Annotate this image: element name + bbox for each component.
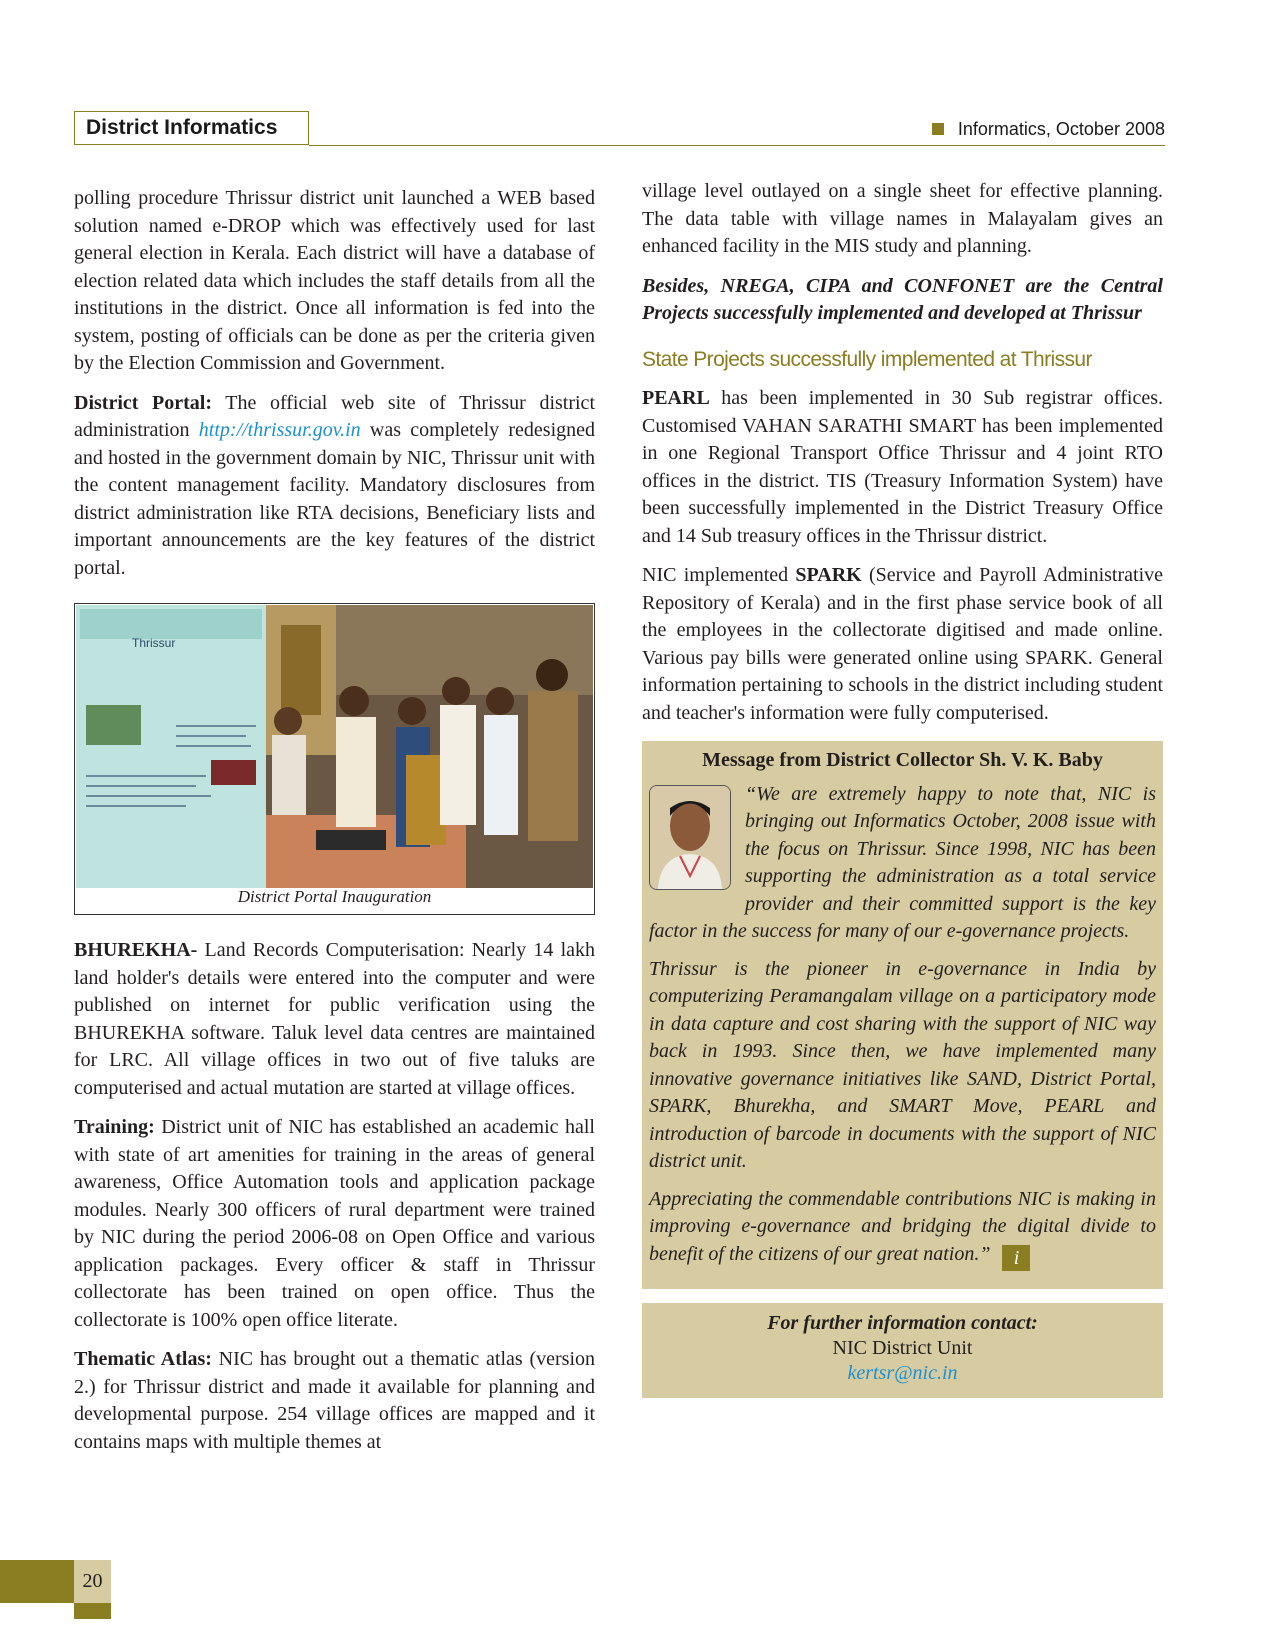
message-title: Message from District Collector Sh. V. K. Baby <box>702 749 1103 771</box>
portal-text-a: The official web site of Thrissur district administration <box>74 391 595 441</box>
training-text: District unit of NIC has established an academic hall with state of art amenities for training in the areas of general awareness, Office Automation tools and application package modules. Nearly 300 officers of rural department were trained by NIC during the period 2006-08 on Open Office and various application packages. Every officer & staff in Thrissur collectorate has been trained on open office. Thus the collectorate is 100% open office literate. <box>74 1116 595 1331</box>
contact-email[interactable]: kertsr@nic.in <box>847 1361 958 1384</box>
state-projects-heading: State Projects successfully implemented at Thrissur <box>642 347 1092 371</box>
atlas-continued-paragraph: village level outlayed on a single sheet for effective planning. The data table with village names in Malayalam gives an enhanced facility in the MIS study and planning. <box>642 180 1163 257</box>
header-rule <box>309 145 1165 146</box>
bhurekha-text: Land Records Computerisation: Nearly 14 lakh land holder's details were entered into the computer and were published on internet for public verification using the BHUREKHA software. Taluk level data centres are maintained for LRC. All village offices in two out of five taluks are computerised and actual mutation are started at village offices. <box>74 939 595 1099</box>
footer-block <box>0 1560 74 1603</box>
atlas-paragraph <box>74 1346 595 1456</box>
election-paragraph: polling procedure Thrissur district unit launched a WEB based solution named e-DROP which was effectively used for last general election in Kerala. Each district will have a database of election related data which includes the staff details from all the institutions in the district. Once all information is fed into the system, posting of officials can be done as per the criteria given by the Election Commission and Government. <box>74 187 595 374</box>
footer-block-small <box>74 1603 111 1619</box>
collector-message-box <box>642 741 1163 1289</box>
spark-text-b: (Service and Payroll Administrative Repository of Kerala) and in the first phase service book of all the employees in the collectorate digitised and made online. Various pay bills were generated online using SPARK. General information pertaining to schools in the district including student and teacher's information were fully computerised. <box>642 564 1163 724</box>
screen-title: Thrissur <box>132 636 176 650</box>
message-paragraph-1: “We are extremely happy to note that, NIC is bringing out Informatics October, 2008 issue with the focus on Thrissur. Since 1998, NIC has been supporting the administration as a total service provider and their committed support is the key factor in the success for many of our e-governance projects. <box>649 782 1156 942</box>
portrait-illustration <box>650 786 730 889</box>
contact-box <box>642 1303 1163 1398</box>
photo-illustration <box>76 605 593 888</box>
portal-paragraph <box>74 390 595 583</box>
info-icon: i <box>1002 1245 1030 1271</box>
contact-unit: NIC District Unit <box>832 1336 973 1359</box>
pearl-lead: PEARL <box>642 387 710 409</box>
central-projects-paragraph: Besides, NREGA, CIPA and CONFONET are the Central Projects successfully implemented and developed at Thrissur <box>642 274 1163 324</box>
training-lead: Training: <box>74 1116 155 1138</box>
inauguration-photo <box>76 605 593 888</box>
spark-lead: SPARK <box>795 564 862 586</box>
spark-text-a: NIC implemented <box>642 564 796 586</box>
issue-label <box>932 119 1165 140</box>
portal-photo <box>74 603 595 915</box>
message-paragraph-2: Thrissur is the pioneer in e-governance in India by computerizing Peramangalam village on a participatory mode in data capture and cost sharing with the support of NIC way back in 1993. Since then, we have implemented many innovative governance initiatives like SAND, District Portal, SPARK, Bhurekha, and SMART Move, PEARL and introduction of barcode in documents with the support of NIC district unit. <box>649 957 1156 1172</box>
pearl-text: has been implemented in 30 Sub registrar offices. Customised VAHAN SARATHI SMART has been implemented in one Regional Transport Office Thrissur and 4 joint RTO offices in the district. TIS (Treasury Information System) have been successfully implemented in the District Treasury Office and 14 Sub treasury offices in the Thrissur district. <box>642 387 1163 547</box>
pearl-paragraph <box>642 385 1163 550</box>
contact-title: For further information contact: <box>767 1311 1038 1334</box>
issue-text: Informatics, October 2008 <box>957 119 1165 139</box>
spark-paragraph <box>642 562 1163 727</box>
photo-caption: District Portal Inauguration <box>237 886 432 906</box>
page-number: 20 <box>74 1560 111 1603</box>
training-paragraph <box>74 1114 595 1334</box>
square-icon <box>932 123 944 135</box>
section-title: District Informatics <box>74 111 309 145</box>
atlas-lead: Thematic Atlas: <box>74 1348 212 1370</box>
bhurekha-lead: BHUREKHA- <box>74 939 198 961</box>
message-text-3: Appreciating the commendable contributions NIC is making in improving e-governance and bridging the digital divide to benefit of the citizens of our great nation.” <box>649 1187 1156 1265</box>
collector-portrait <box>649 785 731 890</box>
atlas-text: NIC has brought out a thematic atlas (version 2.) for Thrissur district and made it available for planning and developmental purpose. 254 village offices are mapped and it contains maps with multiple themes at <box>74 1348 595 1453</box>
left-column <box>74 185 595 1468</box>
bhurekha-paragraph <box>74 937 595 1102</box>
portal-lead: District Portal: <box>74 391 212 414</box>
portal-link[interactable]: http://thrissur.gov.in <box>198 419 361 441</box>
message-paragraph-3 <box>649 1186 1156 1271</box>
portal-text-b: was completely redesigned and hosted in the government domain by NIC, Thrissur unit with the content management facility. Mandatory disclosures from district administration like RTA decisions, Beneficiary lists and important announcements are the key features of the district portal. <box>74 419 596 579</box>
right-column <box>642 178 1163 1398</box>
